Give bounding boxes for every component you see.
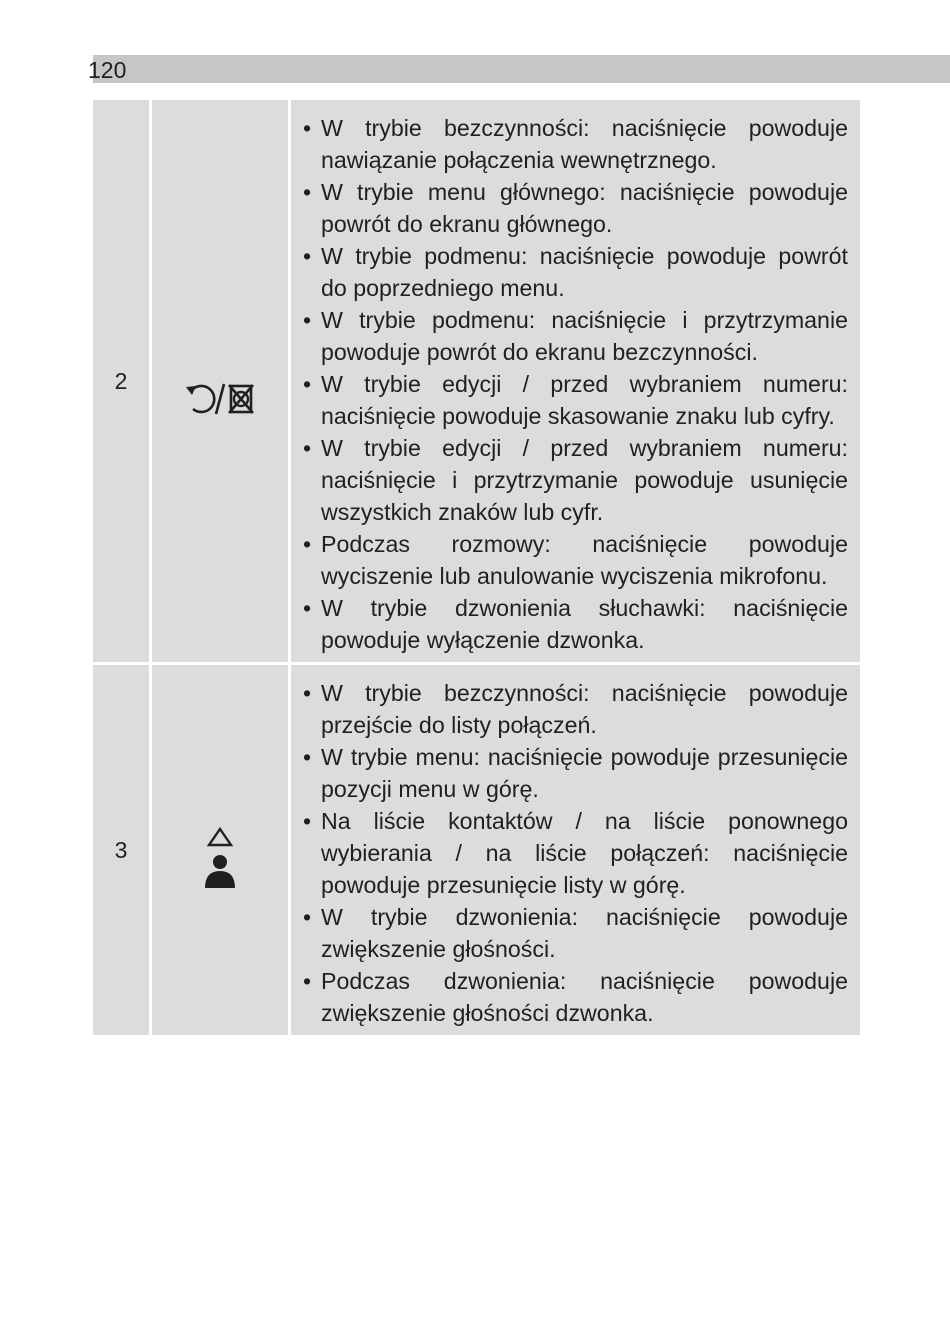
row-number: 3 [114,836,128,863]
list-item: • W trybie dzwonienia słuchawki: naciśnięcie powoduje wyłączenie dzwonka. [303,592,848,656]
row-number: 2 [114,367,128,394]
list-item: • Podczas rozmowy: naciśnięcie powoduje wyciszenie lub anulowanie wyciszenia mikrofonu. [303,528,848,592]
table-row [93,100,860,662]
row-number-cell [93,665,149,1035]
description-cell [291,100,860,662]
list-item: • W trybie menu: naciśnięcie powoduje przesunięcie pozycji menu w górę. [303,741,848,805]
back-clear-icon [182,381,258,417]
list-item: • W trybie dzwonienia: naciśnięcie powoduje zwiększenie głośności. [303,901,848,965]
list-item: • W trybie edycji / przed wybraniem numeru: naciśnięcie powoduje skasowanie znaku lub cyfry. [303,368,848,432]
description-cell [291,665,860,1035]
row-number-cell [93,100,149,662]
description-list [303,112,848,656]
list-item: • W trybie bezczynności: naciśnięcie powoduje przejście do listy połączeń. [303,677,848,741]
table-row [93,665,860,1035]
header-bar [93,55,950,83]
list-item: • W trybie bezczynności: naciśnięcie powoduje nawiązanie połączenia wewnętrznego. [303,112,848,176]
key-icon-cell [152,665,288,1035]
up-contact-icon [200,826,240,890]
list-item: • Podczas dzwonienia: naciśnięcie powoduje zwiększenie głośności dzwonka. [303,965,848,1029]
key-function-table [93,100,860,1035]
list-item: • W trybie edycji / przed wybraniem numeru: naciśnięcie i przytrzymanie powoduje usunięcie wszystkich znaków lub cyfr. [303,432,848,528]
list-item: • W trybie podmenu: naciśnięcie i przytrzymanie powoduje powrót do ekranu bezczynności. [303,304,848,368]
list-item: • Na liście kontaktów / na liście ponownego wybierania / na liście połączeń: naciśnięcie powoduje przesunięcie listy w górę. [303,805,848,901]
list-item: • W trybie menu głównego: naciśnięcie powoduje powrót do ekranu głównego. [303,176,848,240]
description-list [303,677,848,1029]
page-number: 120 [88,57,127,83]
key-icon-cell [152,100,288,662]
list-item: • W trybie podmenu: naciśnięcie powoduje powrót do poprzedniego menu. [303,240,848,304]
